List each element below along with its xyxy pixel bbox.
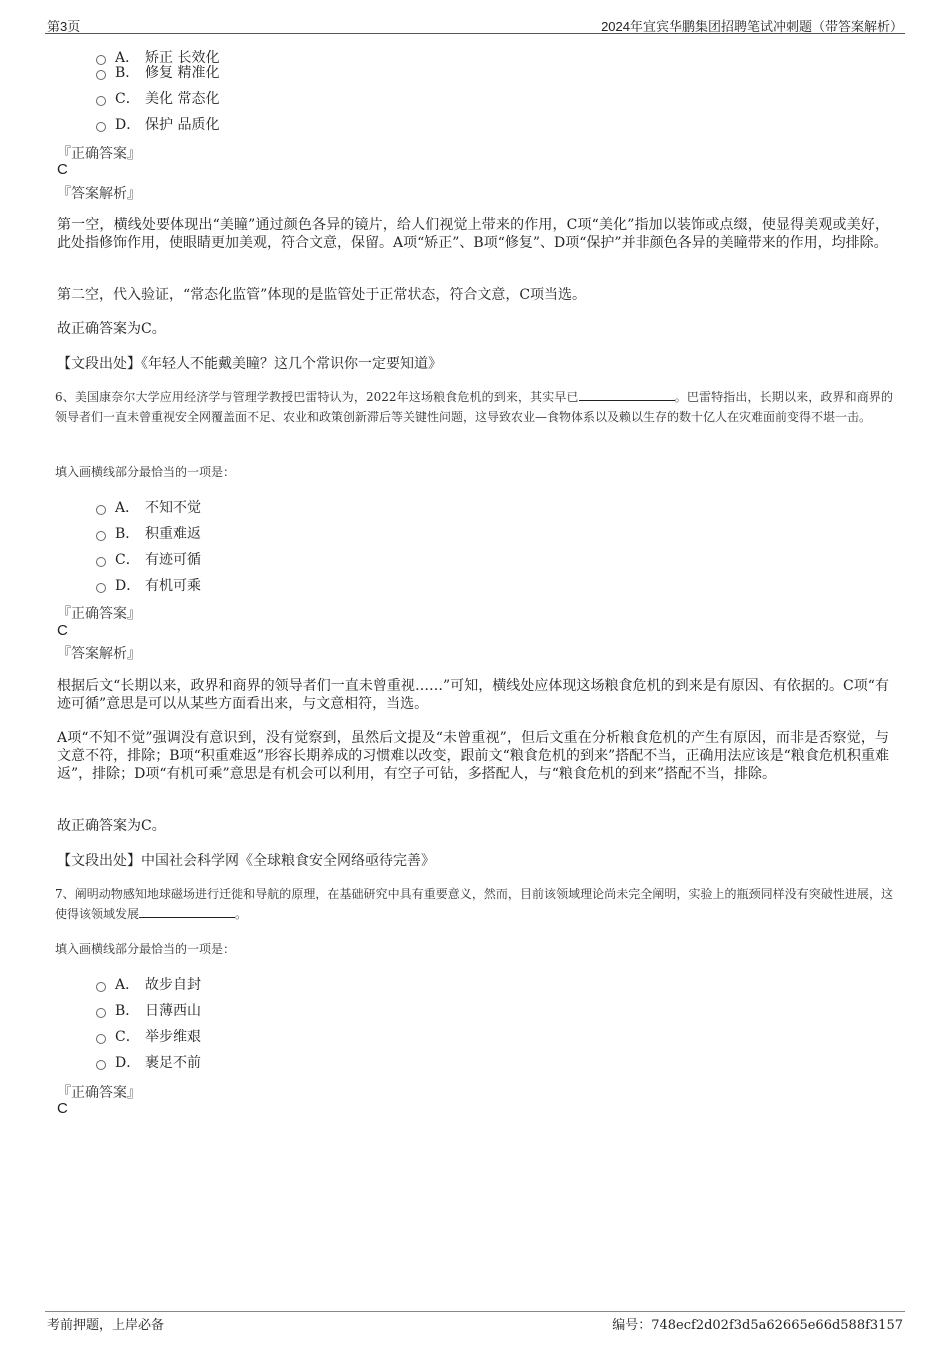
q7-option-b[interactable] (96, 1000, 201, 1020)
analysis-paragraph: A项“不知不觉”强调没有意识到，没有觉察到，虽然后文提及“未曾重视”，但后文重在分析粮食危机的产生有原因，而非是否察觉，与文意不符，排除；B项“积重难返”形容长期养成的习惯难以改变，跟前文“粮食危机的到来”搭配不当，正确用法应该是“粮食危机积重难返”，排除；D项“有机可乘”意思是有机会可以利用，有空子可钻，多搭配人，与“粮食危机的到来”搭配不当，排除。 (57, 730, 889, 782)
q5-option-b[interactable] (96, 62, 219, 82)
radio-icon[interactable] (96, 1034, 106, 1044)
analysis-paragraph: 第二空，代入验证，“常态化监管”体现的是监管处于正常状态，符合文意，C项当选。 (57, 287, 587, 303)
option-letter: B． (115, 526, 140, 542)
option-letter: C． (115, 1029, 140, 1045)
option-letter: B． (115, 65, 140, 81)
radio-icon[interactable] (96, 122, 106, 132)
option-text: 美化 常态化 (145, 91, 220, 107)
stem-text: 。 (235, 907, 248, 921)
option-text: 修复 精准化 (145, 65, 220, 81)
q6-option-c[interactable] (96, 549, 201, 569)
option-text: 裹足不前 (145, 1055, 201, 1071)
option-text: 保护 品质化 (145, 117, 220, 133)
source-citation: 【文段出处】《年轻人不能戴美瞳？这几个常识你一定要知道》 (57, 356, 442, 372)
document-id: 编号：748ecf2d02f3d5a62665e66d588f3157 (612, 1318, 903, 1333)
page-number: 第3页 (47, 19, 81, 34)
q7-option-c[interactable] (96, 1026, 201, 1046)
correct-answer-value: C (57, 1100, 68, 1117)
option-text: 有机可乘 (145, 578, 201, 594)
analysis-paragraph: 第一空，横线处要体现出“美瞳”通过颜色各异的镜片，给人们视觉上带来的作用，C项“美化”指加以装饰或点缀，使显得美观或美好，此处指修饰作用，使眼睛更加美观，符合文意，保留。A项“矫正”、B项“修复”、D项“保护”并非颜色各异的美瞳带来的作用，均排除。 (57, 217, 889, 251)
analysis-label: 『答案解析』 (57, 646, 141, 662)
option-text: 有迹可循 (145, 552, 201, 568)
analysis-paragraph: 根据后文“长期以来，政界和商界的领导者们一直未曾重视……”可知，横线处应体现这场粮食危机的到来是有原因、有依据的。C项“有迹可循”意思是可以从某些方面看出来，与文意相符，当选。 (57, 678, 889, 712)
document-title: 2024年宜宾华鹏集团招聘笔试冲刺题（带答案解析） (601, 19, 903, 34)
radio-icon[interactable] (96, 70, 106, 80)
stem-text: 6、美国康奈尔大学应用经济学与管理学教授巴雷特认为，2022年这场粮食危机的到来，其实早已 (55, 390, 579, 404)
q6-option-a[interactable] (96, 497, 201, 517)
option-letter: A． (115, 50, 140, 66)
q7-option-a[interactable] (96, 974, 201, 994)
radio-icon[interactable] (96, 96, 106, 106)
radio-icon[interactable] (96, 1008, 106, 1018)
source-citation: 【文段出处】中国社会科学网《全球粮食安全网络亟待完善》 (57, 853, 435, 869)
option-letter: C． (115, 91, 140, 107)
fill-blank (579, 388, 675, 401)
q5-option-c[interactable] (96, 88, 219, 108)
header-divider (45, 33, 905, 34)
fill-prompt: 填入画横线部分最恰当的一项是： (55, 465, 236, 479)
option-letter: C． (115, 552, 140, 568)
radio-icon[interactable] (96, 505, 106, 515)
radio-icon[interactable] (96, 583, 106, 593)
option-letter: D． (115, 578, 141, 594)
radio-icon[interactable] (96, 1060, 106, 1070)
footer-slogan: 考前押题，上岸必备 (47, 1318, 165, 1333)
q5-option-d[interactable] (96, 114, 219, 134)
option-text: 故步自封 (145, 977, 201, 993)
analysis-paragraph: 故正确答案为C。 (57, 321, 166, 337)
q6-option-d[interactable] (96, 575, 201, 595)
question-stem (55, 884, 893, 924)
correct-answer-value: C (57, 622, 68, 639)
analysis-label: 『答案解析』 (57, 186, 141, 202)
option-text: 矫正 长效化 (145, 50, 220, 66)
correct-answer-label: 『正确答案』 (57, 1085, 141, 1101)
option-letter: A． (115, 500, 140, 516)
stem-text: 7、阐明动物感知地球磁场进行迁徙和导航的原理，在基础研究中具有重要意义，然而，目前该领域理论尚未完全阐明，实验上的瓶颈同样没有突破性进展，这使得该领域发展 (55, 887, 893, 921)
option-text: 举步维艰 (145, 1029, 201, 1045)
option-text: 日薄西山 (145, 1003, 201, 1019)
option-letter: B． (115, 1003, 140, 1019)
footer-divider (45, 1311, 905, 1312)
analysis-paragraph: 故正确答案为C。 (57, 818, 166, 834)
radio-icon[interactable] (96, 982, 106, 992)
option-letter: D． (115, 117, 141, 133)
radio-icon[interactable] (96, 531, 106, 541)
radio-icon[interactable] (96, 557, 106, 567)
option-text: 不知不觉 (145, 500, 201, 516)
option-letter: D． (115, 1055, 141, 1071)
correct-answer-label: 『正确答案』 (57, 606, 141, 622)
correct-answer-value: C (57, 161, 68, 178)
fill-prompt: 填入画横线部分最恰当的一项是： (55, 942, 236, 956)
option-text: 积重难返 (145, 526, 201, 542)
stem-text: 。巴雷特指出，长期以来，政界和商界的领导者们一直未曾重视安全网覆盖面不足、农业和政策创新滞后等关键性问题，这导致农业—食物体系以及赖以生存的数十亿人在灾难面前变得不堪一击。 (55, 390, 893, 424)
q6-option-b[interactable] (96, 523, 201, 543)
correct-answer-label: 『正确答案』 (57, 146, 141, 162)
q7-option-d[interactable] (96, 1052, 201, 1072)
fill-blank (139, 905, 235, 918)
option-letter: A． (115, 977, 140, 993)
question-stem (55, 387, 893, 427)
